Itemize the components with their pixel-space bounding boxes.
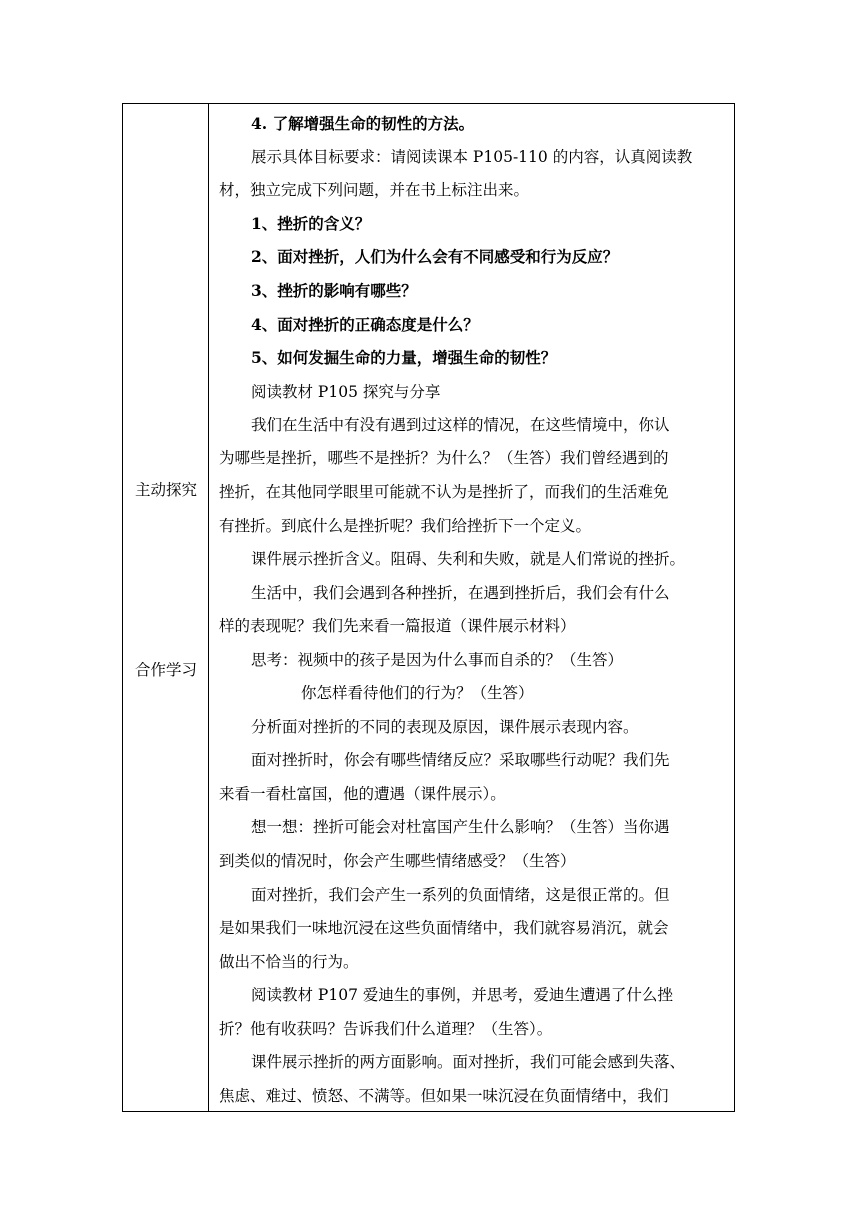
paragraph-line: 你怎样看待他们的行为？（生答）	[301, 684, 534, 702]
question-item: 1、挫折的含义？	[251, 214, 371, 233]
objective-heading: 4. 了解增强生命的韧性的方法。	[251, 114, 475, 133]
paragraph-line: 展示具体目标要求：请阅读课本 P105-110 的内容，认真阅读教	[251, 148, 693, 166]
paragraph-line: 来看一看杜富国，他的遭遇（课件展示）。	[219, 785, 506, 803]
paragraph-line: 生活中，我们会遇到各种挫折，在遇到挫折后，我们会有什么	[251, 584, 670, 602]
paragraph-line: 焦虑、难过、愤怒、不满等。但如果一味沉浸在负面情绪中，我们	[219, 1087, 669, 1105]
question-item: 3、挫折的影响有哪些？	[251, 281, 417, 300]
paragraph-line: 我们在生活中有没有遇到过这样的情况，在这些情境中，你认	[251, 416, 670, 434]
paragraph-line: 是如果我们一味地沉浸在这些负面情绪中，我们就容易消沉，就会	[219, 919, 669, 937]
paragraph-line: 思考：视频中的孩子是因为什么事而自杀的？（生答）	[251, 651, 624, 669]
section-label-column	[123, 104, 209, 1111]
paragraph-line: 折？他有收获吗？告诉我们什么道理？（生答）。	[219, 1020, 553, 1038]
paragraph-line: 阅读教材 P107 爱迪生的事例，并思考，爱迪生遭遇了什么挫	[251, 986, 673, 1004]
lesson-content-column	[209, 104, 734, 1111]
question-item: 5、如何发掘生命的力量，增强生命的韧性？	[251, 348, 557, 367]
question-item: 2、面对挫折，人们为什么会有不同感受和行为反应？	[251, 247, 619, 266]
paragraph-line: 面对挫折时，你会有哪些情绪反应？采取哪些行动呢？我们先	[251, 751, 670, 769]
paragraph-line: 做出不恰当的行为。	[219, 953, 359, 971]
paragraph-line: 有挫折。到底什么是挫折呢？我们给挫折下一个定义。	[219, 517, 592, 535]
paragraph-line: 材，独立完成下列问题，并在书上标注出来。	[219, 181, 530, 199]
lesson-table	[122, 103, 735, 1112]
paragraph-line: 挫折，在其他同学眼里可能就不认为是挫折了，而我们的生活难免	[219, 483, 669, 501]
paragraph-line: 想一想：挫折可能会对杜富国产生什么影响？（生答）当你遇	[251, 818, 670, 836]
paragraph-line: 面对挫折，我们会产生一系列的负面情绪，这是很正常的。但	[251, 886, 670, 904]
paragraph-line: 阅读教材 P105 探究与分享	[251, 383, 441, 401]
paragraph-line: 为哪些是挫折，哪些不是挫折？为什么？（生答）我们曾经遇到的	[219, 449, 669, 467]
paragraph-line: 课件展示挫折的两方面影响。面对挫折，我们可能会感到失落、	[251, 1053, 686, 1071]
section-label-cooperative-learning: 合作学习	[134, 661, 197, 679]
question-item: 4、面对挫折的正确态度是什么？	[251, 315, 479, 334]
paragraph-line: 课件展示挫折含义。阻碍、失利和失败，就是人们常说的挫折。	[251, 550, 686, 568]
paragraph-line: 分析面对挫折的不同的表现及原因，课件展示表现内容。	[251, 718, 639, 736]
section-label-active-inquiry: 主动探究	[134, 481, 197, 499]
paragraph-line: 样的表现呢？我们先来看一篇报道（课件展示材料）	[219, 617, 576, 635]
paragraph-line: 到类似的情况时，你会产生哪些情绪感受？（生答）	[219, 852, 576, 870]
